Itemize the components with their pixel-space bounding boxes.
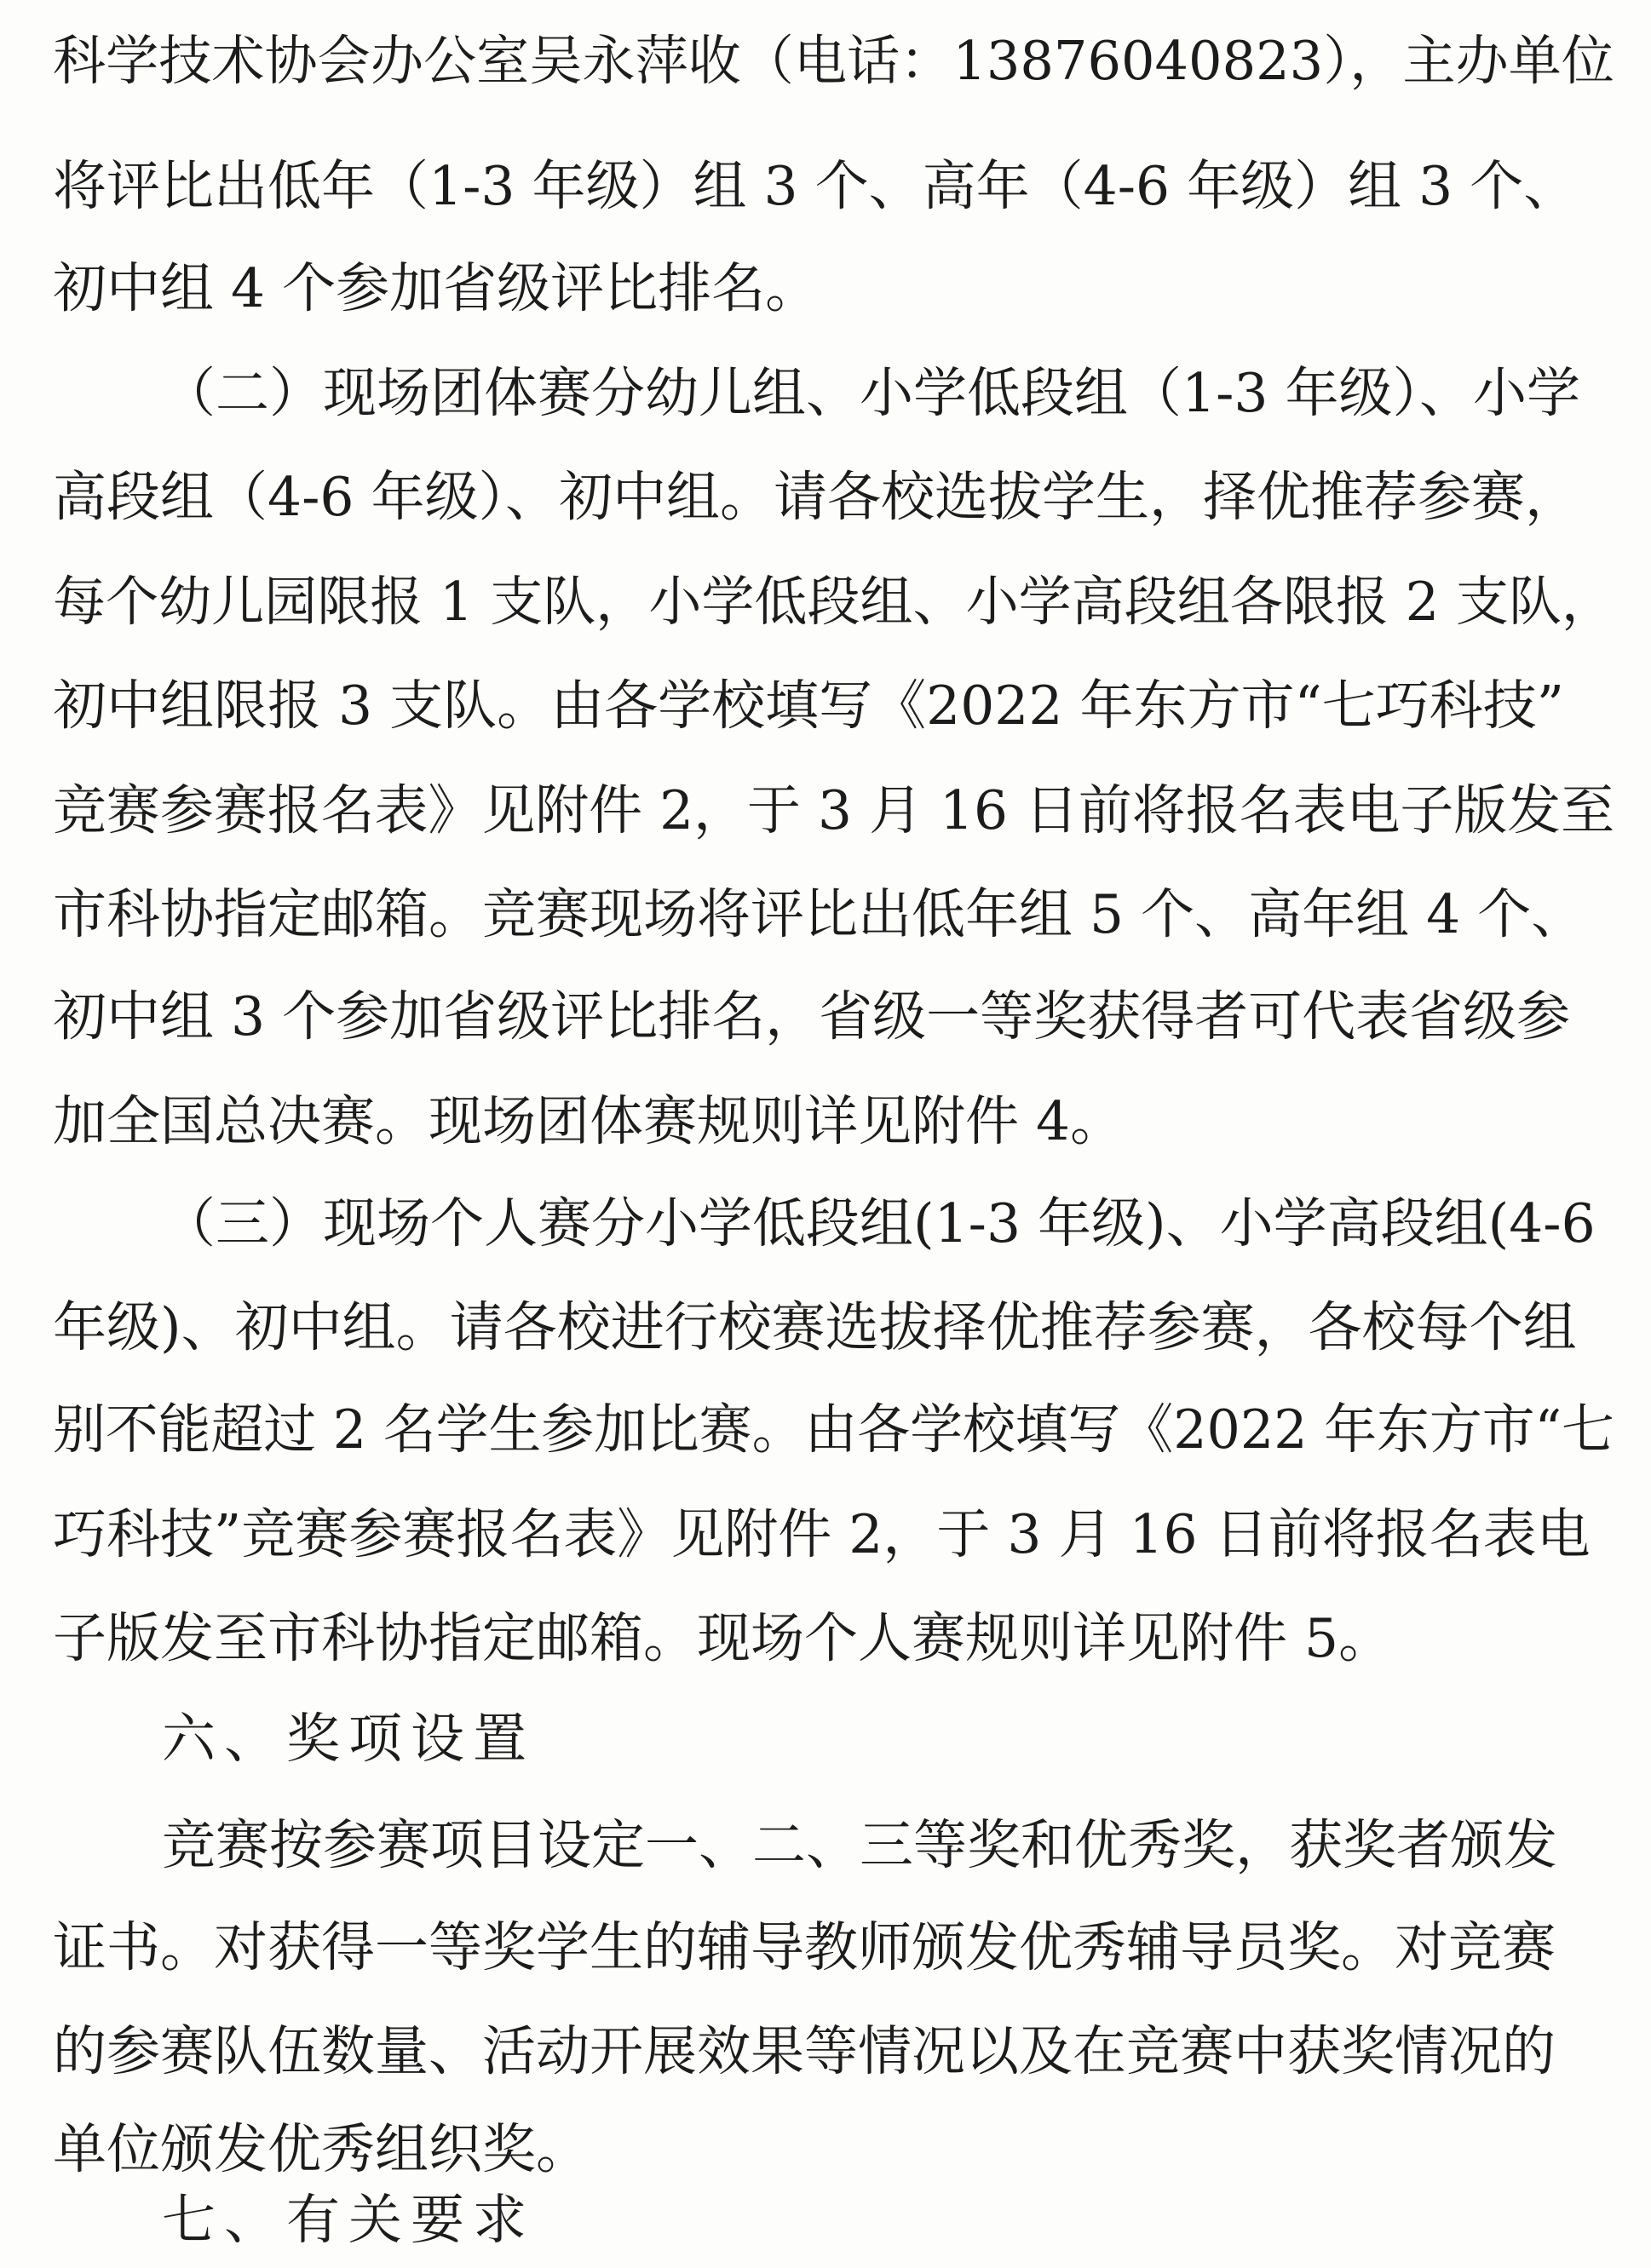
text-line	[0, 30, 1651, 102]
line-text: 初中组限报 3 支队。由各学校填写《2022 年东方市“七巧科技”	[53, 675, 1564, 737]
text-line	[0, 779, 1651, 852]
text-line	[0, 155, 1651, 227]
line-text: （二）现场团体赛分幼儿组、小学低段组（1-3 年级）、小学	[162, 362, 1580, 424]
text-line	[0, 571, 1651, 643]
line-text: 每个幼儿园限报 1 支队，小学低段组、小学高段组各限报 2 支队，	[53, 571, 1614, 633]
text-line	[0, 1398, 1651, 1471]
line-text: 科学技术协会办公室吴永萍收（电话：13876040823），主办单位	[53, 30, 1614, 92]
line-text: （三）现场个人赛分小学低段组(1-3 年级)、小学高段组(4-6	[162, 1192, 1596, 1255]
line-text: 单位颁发优秀组织奖。	[53, 2118, 590, 2180]
line-text: 高段组（4-6 年级）、初中组。请各校选拔学生，择优推荐参赛，	[53, 466, 1579, 528]
text-line	[0, 257, 1651, 330]
text-line	[0, 2020, 1651, 2093]
text-line	[0, 1192, 1651, 1265]
text-line	[0, 1607, 1651, 1679]
line-text: 年级)、初中组。请各校进行校赛选拔择优推荐参赛，各校每个组	[53, 1296, 1577, 1358]
text-line	[0, 2118, 1651, 2190]
section-heading	[0, 2189, 1651, 2261]
line-text: 加全国总决赛。现场团体赛规则详见附件 4。	[53, 1090, 1125, 1152]
text-line	[0, 883, 1651, 956]
line-text: 初中组 4 个参加省级评比排名。	[53, 257, 820, 319]
line-text: 巧科技”竞赛参赛报名表》见附件 2，于 3 月 16 日前将报名表电	[53, 1503, 1591, 1565]
line-text: 初中组 3 个参加省级评比排名，省级一等奖获得者可代表省级参	[53, 985, 1571, 1048]
line-text: 的参赛队伍数量、活动开展效果等情况以及在竞赛中获奖情况的	[53, 2020, 1556, 2082]
line-text: 子版发至市科协指定邮箱。现场个人赛规则详见附件 5。	[53, 1607, 1393, 1669]
text-line	[0, 362, 1651, 434]
text-line	[0, 1814, 1651, 1886]
line-text: 市科协指定邮箱。竞赛现场将评比出低年组 5 个、高年组 4 个、	[53, 883, 1585, 945]
line-text: 别不能超过 2 名学生参加比赛。由各学校填写《2022 年东方市“七	[53, 1398, 1614, 1461]
section-heading-text: 六、奖项设置	[162, 1708, 535, 1770]
text-line	[0, 985, 1651, 1058]
text-line	[0, 675, 1651, 747]
line-text: 将评比出低年（1-3 年级）组 3 个、高年（4-6 年级）组 3 个、	[53, 155, 1578, 217]
line-text: 竞赛按参赛项目设定一、二、三等奖和优秀奖，获奖者颁发	[162, 1814, 1557, 1876]
section-heading	[0, 1708, 1651, 1780]
text-line	[0, 1090, 1651, 1163]
text-line	[0, 1503, 1651, 1576]
section-heading-text: 七、有关要求	[162, 2189, 535, 2251]
text-line	[0, 466, 1651, 538]
text-line	[0, 1296, 1651, 1369]
line-text: 竞赛参赛报名表》见附件 2，于 3 月 16 日前将报名表电子版发至	[53, 779, 1615, 841]
text-line	[0, 1916, 1651, 1989]
line-text: 证书。对获得一等奖学生的辅导教师颁发优秀辅导员奖。对竞赛	[53, 1916, 1556, 1978]
